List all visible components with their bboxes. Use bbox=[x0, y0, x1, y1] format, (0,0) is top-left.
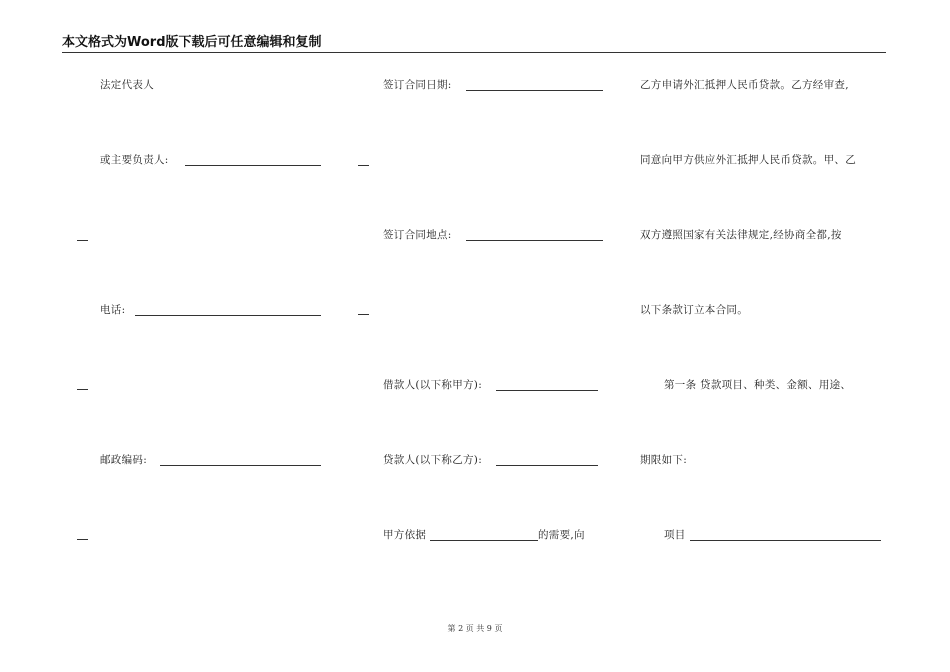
dash-mark bbox=[358, 165, 369, 166]
principal-blank-line bbox=[185, 165, 321, 166]
borrower-blank-line bbox=[496, 390, 598, 391]
page-number-footer: 第 2 页 共 9 页 bbox=[447, 624, 503, 633]
phone-blank-line bbox=[135, 315, 321, 316]
postal-code-label: 邮政编码: bbox=[100, 454, 148, 466]
lender-label: 贷款人(以下称乙方): bbox=[383, 454, 483, 466]
dash-mark bbox=[358, 314, 369, 315]
basis-text-start: 甲方依据 bbox=[383, 529, 427, 541]
lender-blank-line bbox=[496, 465, 598, 466]
article-1-heading: 第一条 贷款项目、种类、金额、用途、 bbox=[664, 379, 852, 391]
borrower-label: 借款人(以下称甲方): bbox=[383, 379, 483, 391]
header-divider bbox=[62, 52, 886, 53]
signing-place-label: 签订合同地点: bbox=[383, 229, 452, 241]
principal-label: 或主要负责人: bbox=[100, 154, 169, 166]
signing-date-blank-line bbox=[466, 90, 603, 91]
body-line-6: 期限如下: bbox=[640, 454, 688, 466]
signing-place-blank-line bbox=[466, 240, 603, 241]
signing-date-label: 签订合同日期: bbox=[383, 79, 452, 91]
body-line-4: 以下条款订立本合同。 bbox=[640, 304, 748, 316]
item-blank-line bbox=[690, 540, 881, 541]
legal-representative-label: 法定代表人 bbox=[100, 79, 154, 91]
phone-label: 电话: bbox=[100, 304, 126, 316]
dash-mark bbox=[77, 539, 88, 540]
body-line-3: 双方遵照国家有关法律规定,经协商全都,按 bbox=[640, 229, 842, 241]
basis-blank-line bbox=[430, 540, 538, 541]
page-header-title: 本文格式为Word版下载后可任意编辑和复制 bbox=[62, 35, 322, 50]
basis-text-end: 的需要,向 bbox=[538, 529, 585, 541]
body-line-1: 乙方申请外汇抵押人民币贷款。乙方经审查, bbox=[640, 79, 849, 91]
dash-mark bbox=[77, 240, 88, 241]
dash-mark bbox=[77, 389, 88, 390]
item-label: 项目 bbox=[664, 529, 686, 541]
postal-code-blank-line bbox=[160, 465, 321, 466]
body-line-2: 同意向甲方供应外汇抵押人民币贷款。甲、乙 bbox=[640, 154, 856, 166]
